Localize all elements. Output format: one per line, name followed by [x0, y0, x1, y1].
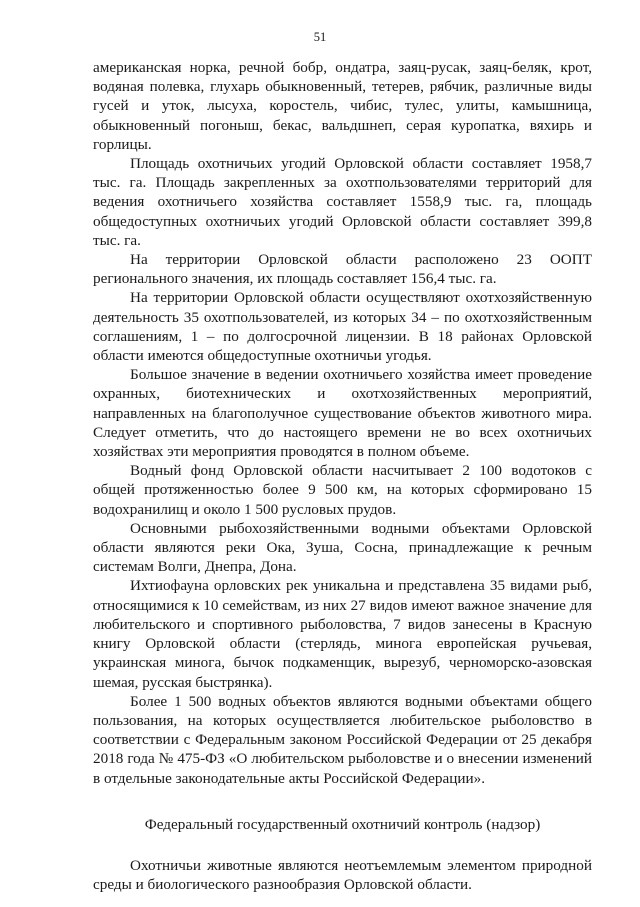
paragraph: На территории Орловской области осуществляют охотхозяйственную деятельность 35 охотпользователей, из которых 34 – по охотхозяйственным соглашениям, 1 – по долгосрочной лицензии. В 18 районах Орловской области имеются общедоступные охотничьи угодья.	[93, 289, 592, 365]
paragraph: Охотничьи животные являются неотъемлемым элементом природной среды и биологического разнообразия Орловской области.	[93, 856, 592, 894]
paragraph: Водный фонд Орловской области насчитывает 2 100 водотоков с общей протяженностью более 9 500 км, на которых сформировано 15 водохранилищ и около 1 500 русловых прудов.	[93, 462, 592, 518]
paragraph: Основными рыбохозяйственными водными объектами Орловской области являются реки Ока, Зуша, Сосна, принадлежащие к речным системам Волги, Днепра, Дона.	[93, 519, 592, 576]
page-number: 51	[313, 30, 327, 44]
document-body	[93, 58, 592, 894]
paragraph: Более 1 500 водных объектов являются водными объектами общего пользования, на которых осуществляется любительское рыболовство в соответствии с Федеральным законом Российской Федерации от 25 декабря 2018 года № 475-ФЗ «О любительском рыболовстве и о внесении изменений в отдельные законодательные акты Российской Федерации».	[93, 692, 592, 787]
paragraph: Площадь охотничьих угодий Орловской области составляет 1958,7 тыс. га. Площадь закрепленных за охотпользователями территорий для ведения охотничьего хозяйства составляет 1558,9 тыс. га, площадь общедоступных охотничьих угодий Орловской области составляет 399,8 тыс. га.	[93, 155, 592, 249]
section-heading: Федеральный государственный охотничий контроль (надзор)	[144, 815, 541, 833]
paragraph: американская норка, речной бобр, ондатра, заяц-русак, заяц-беляк, крот, водяная полевка, глухарь обыкновенный, тетерев, рябчик, различные виды гусей и уток, лысуха, коростель, чибис, тулес, улиты, камышница, обыкновенный погоныш, бекас, вальдшнеп, серая куропатка, вяхирь и горлицы.	[93, 59, 592, 153]
paragraph: На территории Орловской области расположено 23 ООПТ регионального значения, их площадь составляет 156,4 тыс. га.	[93, 251, 592, 288]
paragraph: Ихтиофауна орловских рек уникальна и представлена 35 видами рыб, относящимися к 10 семействам, из них 27 видов имеют важное значение для любительского и спортивного рыболовства, 7 видов занесены в Красную книгу Орловской области (стерлядь, минога европейская ручьевая, украинская минога, бычок подкаменщик, вырезуб, черноморско-азовская шемая, русская быстрянка).	[93, 577, 592, 691]
paragraph: Большое значение в ведении охотничьего хозяйства имеет проведение охранных, биотехнических и охотхозяйственных мероприятий, направленных на благополучное существование объектов животного мира. Следует отметить, что до настоящего времени не во всех охотничьих хозяйствах эти мероприятия проводятся в полном объеме.	[93, 366, 592, 461]
